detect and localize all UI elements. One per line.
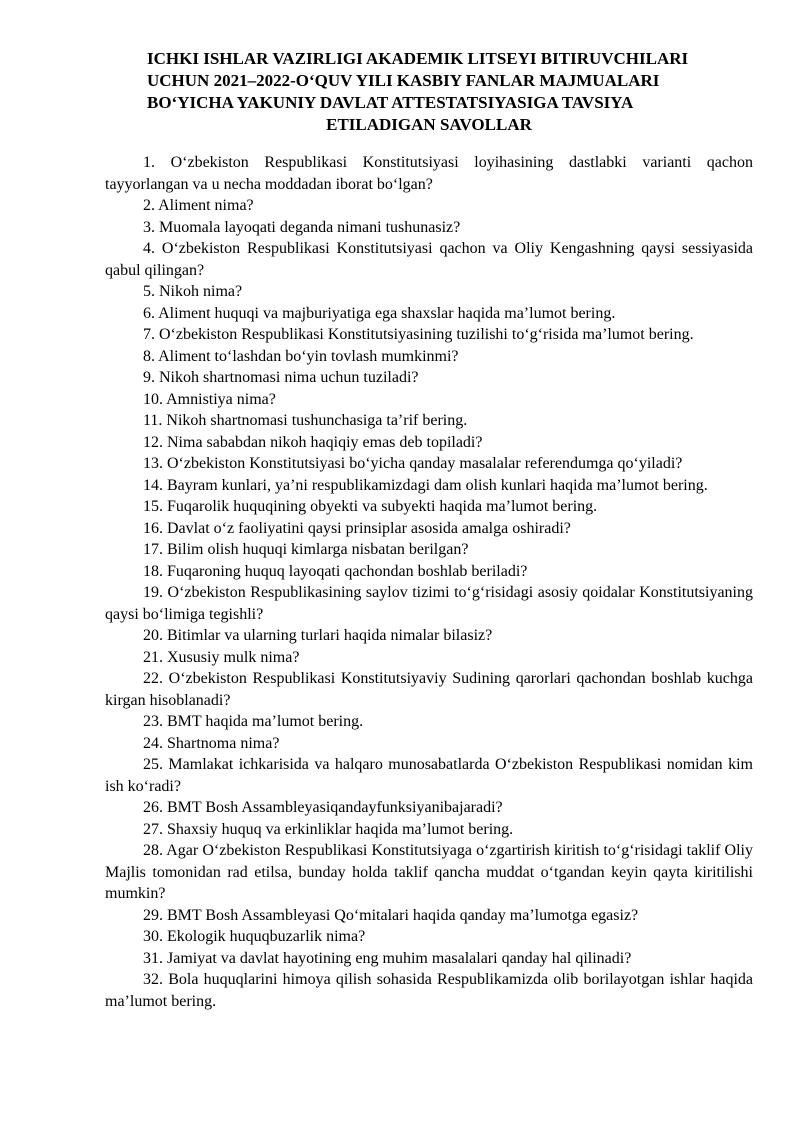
question-item: 7. O‘zbekiston Respublikasi Konstitutsiyasining tuzilishi to‘g‘risida ma’lumot bering.: [143, 326, 694, 343]
question-item: 6. Aliment huquqi va majburiyatiga ega shaxslar haqida ma’lumot bering.: [143, 304, 616, 322]
question-item: 18. Fuqaroning huquq layoqati qachondan boshlab beriladi?: [143, 562, 528, 580]
title-line-3: BO‘YICHA YAKUNIY DAVLAT ATTESTATSIYASIGA TAVSIYA: [147, 93, 634, 112]
question-list: [105, 152, 753, 1012]
question-item: 8. Aliment to‘lashdan bo‘yin tovlash mumkinmi?: [143, 347, 459, 365]
question-item: 9. Nikoh shartnomasi nima uchun tuziladi?: [143, 369, 419, 386]
question-item: 13. O‘zbekiston Konstitutsiyasi bo‘yicha qanday masalalar referendumga qo‘yiladi?: [143, 455, 683, 472]
question-item: 30. Ekologik huquqbuzarlik nima?: [143, 928, 366, 945]
question-item: 10. Amnistiya nima?: [143, 390, 276, 408]
question-item: 14. Bayram kunlari, ya’ni respublikamizdagi dam olish kunlari haqida ma’lumot bering.: [143, 476, 708, 494]
question-item: 28. Agar O‘zbekiston Respublikasi Konstitutsiyaga o‘zgartirish kiritish to‘g‘risidagi taklif Oliy Majlis tomonidan rad etilsa, bunday holda taklif qancha muddat o‘tgandan keyin qayta kiritilishi mumkin?: [105, 842, 753, 902]
question-item: 2. Aliment nima?: [143, 197, 254, 214]
question-item: 4. O‘zbekiston Respublikasi Konstitutsiyasi qachon va Oliy Kengashning qaysi sessiyasida qabul qilingan?: [105, 240, 753, 279]
question-item: 25. Mamlakat ichkarisida va halqaro munosabatlarda O‘zbekiston Respublikasi nomidan kim ish ko‘radi?: [105, 756, 753, 795]
question-item: 31. Jamiyat va davlat hayotining eng muhim masalalari qanday hal qilinadi?: [143, 949, 632, 967]
document-page: [105, 48, 753, 1012]
question-item: 11. Nikoh shartnomasi tushunchasiga ta’rif bering.: [143, 412, 468, 429]
question-item: 21. Xususiy mulk nima?: [143, 648, 300, 666]
question-item: 19. O‘zbekiston Respublikasining saylov tizimi to‘g‘risidagi asosiy qoidalar Konstitutsiyaning qaysi bo‘limiga tegishli?: [105, 584, 753, 623]
title-line-4: ETILADIGAN SAVOLLAR: [326, 115, 532, 134]
question-item: 5. Nikoh nima?: [143, 283, 243, 300]
question-item: 27. Shaxsiy huquq va erkinliklar haqida ma’lumot bering.: [143, 820, 514, 838]
question-item: 22. O‘zbekiston Respublikasi Konstitutsiyaviy Sudining qarorlari qachondan boshlab kuchga kirgan hisoblanadi?: [105, 670, 753, 709]
title-line-1: ICHKI ISHLAR VAZIRLIGI AKADEMIK LITSEYI BITIRUVCHILARI: [147, 49, 689, 68]
question-item: 1. O‘zbekiston Respublikasi Konstitutsiyasi loyihasining dastlabki varianti qachon tayyorlangan va u necha moddadan iborat bo‘lgan?: [105, 154, 753, 193]
question-item: 24. Shartnoma nima?: [143, 734, 280, 752]
question-item: 3. Muomala layoqati deganda nimani tushunasiz?: [143, 218, 461, 236]
question-item: 16. Davlat o‘z faoliyatini qaysi prinsiplar asosida amalga oshiradi?: [143, 519, 571, 537]
question-item: 15. Fuqarolik huquqining obyekti va subyekti haqida ma’lumot bering.: [143, 498, 598, 515]
question-item: 23. BMT haqida ma’lumot bering.: [143, 713, 364, 730]
question-item: 20. Bitimlar va ularning turlari haqida nimalar bilasiz?: [143, 627, 493, 644]
question-item: 12. Nima sababdan nikoh haqiqiy emas deb topiladi?: [143, 433, 483, 451]
question-item: 32. Bola huquqlarini himoya qilish sohasida Respublikamizda olib borilayotgan ishlar haqida ma’lumot bering.: [105, 971, 753, 1010]
question-item: 17. Bilim olish huquqi kimlarga nisbatan berilgan?: [143, 541, 469, 558]
question-item: 26. BMT Bosh Assambleyasiqandayfunksiyanibajaradi?: [143, 799, 503, 816]
question-item: 29. BMT Bosh Assambleyasi Qo‘mitalari haqida qanday ma’lumotga egasiz?: [143, 906, 639, 924]
title-line-2: UCHUN 2021–2022-O‘QUV YILI KASBIY FANLAR MAJMUALARI: [147, 71, 660, 90]
document-title: [105, 48, 753, 136]
